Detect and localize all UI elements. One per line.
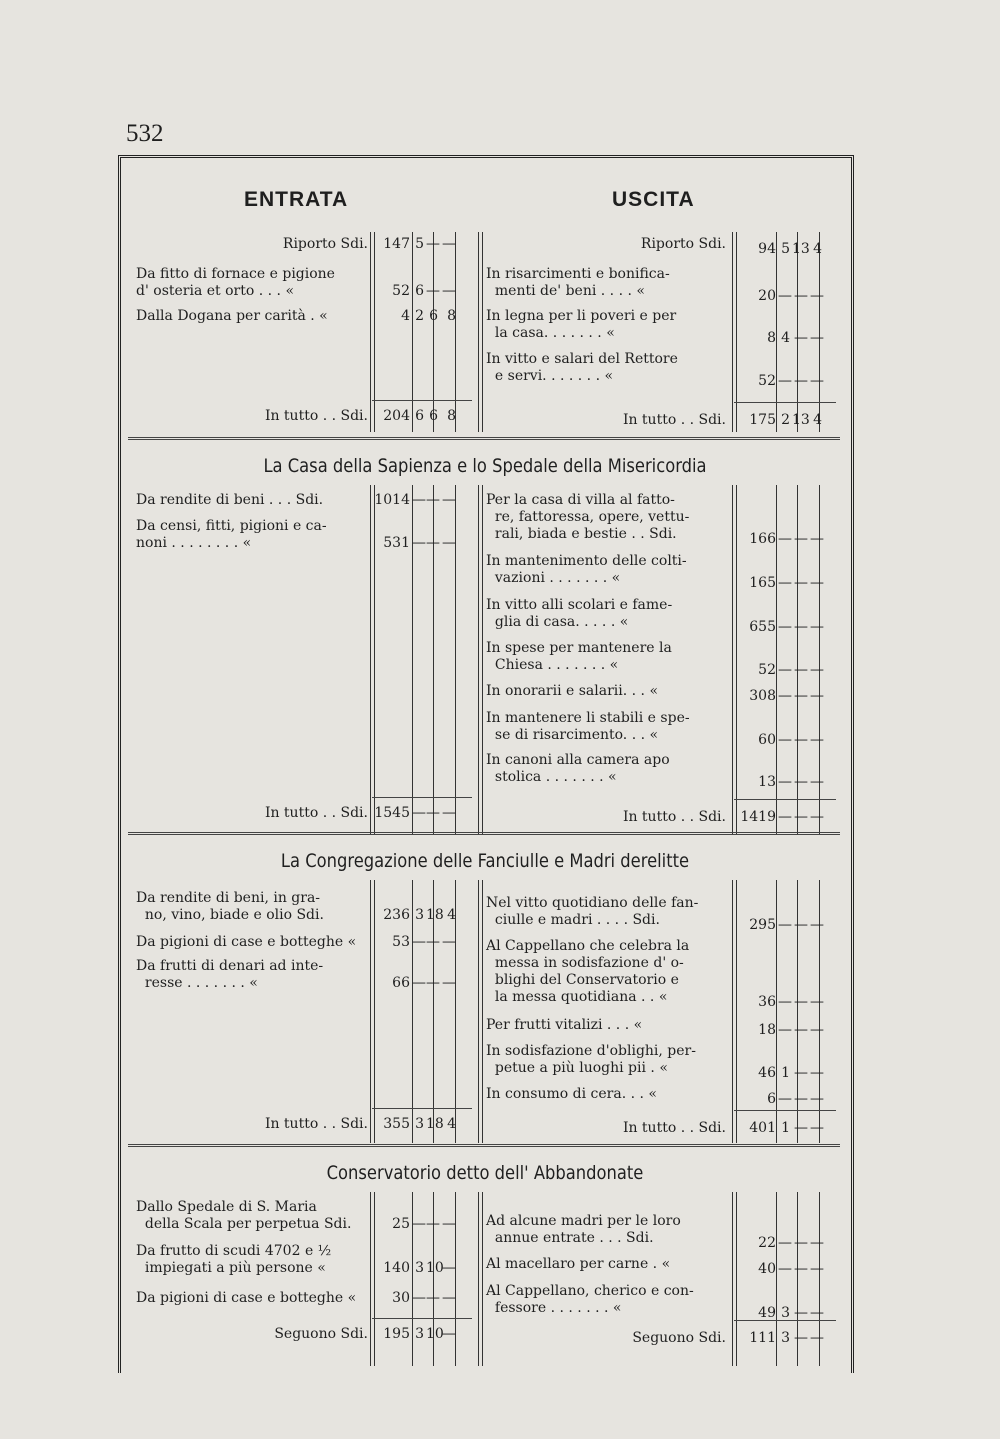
- uscita-item-amount-1: —: [778, 688, 792, 704]
- entrata-item-label: Da frutto di scudi 4702 e ½ impiegati a più persone «: [136, 1243, 332, 1276]
- uscita-total-amount-0: 401: [749, 1120, 776, 1136]
- uscita-item-amount-0: 94: [758, 241, 776, 257]
- entrata-item-amount-1: 3: [415, 907, 424, 923]
- uscita-item-amount-1: —: [778, 619, 792, 635]
- entrata-item-amount-0: 52: [392, 283, 410, 299]
- uscita-item-amount-1: 3: [781, 1305, 790, 1321]
- entrata-item-amount-0: 25: [392, 1216, 410, 1232]
- entrata-item-amount-1: —: [412, 535, 426, 551]
- uscita-item-amount-3: —: [810, 662, 824, 678]
- uscita-item-label: In spese per mantenere la Chiesa . . . . . . . «: [486, 640, 672, 673]
- uscita-total-amount-0: 175: [749, 412, 776, 428]
- uscita-item-label: Al macellaro per carne . «: [486, 1256, 671, 1272]
- uscita-item-amount-2: —: [794, 732, 808, 748]
- entrata-item-amount-3: —: [442, 535, 456, 551]
- entrata-total-amount-1: 3: [415, 1326, 424, 1342]
- uscita-item-label: Per frutti vitalizi . . . «: [486, 1017, 643, 1033]
- uscita-total-amount-1: 1: [781, 1120, 790, 1136]
- uscita-item-amount-3: —: [810, 619, 824, 635]
- entrata-total-label: In tutto . . Sdi.: [264, 408, 368, 424]
- uscita-item-amount-1: —: [778, 1261, 792, 1277]
- entrata-total-amount-3: 8: [447, 408, 456, 424]
- entrata-total-label: Seguono Sdi.: [274, 1326, 368, 1342]
- entrata-item-amount-2: —: [426, 1216, 440, 1232]
- uscita-item-amount-0: 295: [749, 917, 776, 933]
- entrata-item-amount-2: —: [426, 934, 440, 950]
- entrata-total-amount-0: 1545: [374, 805, 410, 821]
- entrata-item-amount-3: —: [442, 1260, 456, 1276]
- uscita-item-amount-2: —: [794, 688, 808, 704]
- uscita-item-amount-3: —: [810, 917, 824, 933]
- center-divider: [478, 880, 483, 1143]
- entrata-item-label: Dalla Dogana per carità . «: [136, 308, 328, 324]
- uscita-item-amount-0: 655: [749, 619, 776, 635]
- entrata-item-amount-1: 3: [415, 1260, 424, 1276]
- entrata-total-amount-0: 195: [383, 1326, 410, 1342]
- entrata-item-amount-0: 140: [383, 1260, 410, 1276]
- entrata-item-amount-3: —: [442, 492, 456, 508]
- uscita-item-amount-2: —: [794, 1022, 808, 1038]
- entrata-item-amount-0: 531: [383, 535, 410, 551]
- uscita-total-amount-3: —: [810, 809, 824, 825]
- entrata-item-amount-3: —: [442, 934, 456, 950]
- entrata-total-amount-1: 6: [415, 408, 424, 424]
- uscita-item-amount-0: 60: [758, 732, 776, 748]
- uscita-total-amount-1: 2: [781, 412, 790, 428]
- uscita-item-amount-2: —: [794, 1235, 808, 1251]
- uscita-item-amount-0: 52: [758, 373, 776, 389]
- uscita-total-rule: [734, 1320, 836, 1321]
- uscita-item-amount-3: —: [810, 373, 824, 389]
- section-separator: [128, 832, 840, 835]
- center-divider: [478, 232, 483, 432]
- entrata-item-amount-0: 66: [392, 975, 410, 991]
- section-separator: [128, 1144, 840, 1147]
- uscita-item-label: Al Cappellano che celebra la messa in sodisfazione d' o- blighi del Conservatorio e la messa quotidiana . . «: [486, 938, 690, 1005]
- entrata-total-amount-2: 10: [426, 1326, 444, 1342]
- uscita-total-amount-1: —: [778, 809, 792, 825]
- uscita-item-amount-1: —: [778, 774, 792, 790]
- entrata-item-amount-2: —: [426, 492, 440, 508]
- uscita-item-amount-3: —: [810, 1235, 824, 1251]
- uscita-item-label: In consumo di cera. . . «: [486, 1086, 657, 1102]
- uscita-heading: USCITA: [612, 188, 695, 211]
- uscita-item-amount-0: 6: [767, 1091, 776, 1107]
- uscita-item-amount-3: —: [810, 732, 824, 748]
- entrata-item-amount-2: 18: [426, 907, 444, 923]
- uscita-item-amount-2: 13: [792, 241, 810, 257]
- uscita-item-amount-2: —: [794, 662, 808, 678]
- entrata-item-label: Da pigioni di case e botteghe «: [136, 1290, 357, 1306]
- uscita-item-amount-3: —: [810, 1091, 824, 1107]
- entrata-total-rule: [372, 1318, 472, 1319]
- entrata-total-label: In tutto . . Sdi.: [264, 805, 368, 821]
- entrata-item-label: Da censi, fitti, pigioni e ca- noni . . . . . . . . «: [136, 518, 327, 551]
- uscita-total-rule: [734, 799, 836, 800]
- uscita-total-amount-2: 13: [792, 412, 810, 428]
- entrata-item-label: Da fitto di fornace e pigione d' osteria et orto . . . «: [136, 266, 335, 299]
- entrata-item-amount-3: 8: [447, 308, 456, 324]
- uscita-item-amount-3: —: [810, 575, 824, 591]
- entrata-item-amount-2: —: [426, 975, 440, 991]
- uscita-item-amount-1: —: [778, 1091, 792, 1107]
- uscita-item-label: Al Cappellano, cherico e con- fessore . . . . . . . «: [486, 1283, 694, 1316]
- uscita-item-amount-3: —: [810, 288, 824, 304]
- uscita-item-amount-1: —: [778, 917, 792, 933]
- uscita-item-amount-3: —: [810, 1065, 824, 1081]
- uscita-total-amount-2: —: [794, 1330, 808, 1346]
- uscita-item-amount-3: —: [810, 531, 824, 547]
- entrata-item-amount-2: —: [426, 1290, 440, 1306]
- entrata-item-amount-1: —: [412, 975, 426, 991]
- uscita-item-amount-2: —: [794, 575, 808, 591]
- entrata-item-label: Riporto Sdi.: [282, 236, 368, 252]
- uscita-item-label: Nel vitto quotidiano delle fan- ciulle e madri . . . . Sdi.: [486, 895, 699, 928]
- section-separator: [128, 437, 840, 440]
- uscita-item-amount-0: 166: [749, 531, 776, 547]
- uscita-item-amount-2: —: [794, 1091, 808, 1107]
- uscita-total-amount-2: —: [794, 809, 808, 825]
- uscita-total-rule: [734, 402, 836, 403]
- entrata-item-label: Da rendite di beni, in gra- no, vino, biade e olio Sdi.: [136, 890, 324, 923]
- center-divider: [478, 1192, 483, 1366]
- entrata-total-amount-3: —: [442, 805, 456, 821]
- uscita-item-label: In sodisfazione d'oblighi, per- petue a più luoghi pii . «: [486, 1043, 696, 1076]
- uscita-item-amount-1: —: [778, 662, 792, 678]
- uscita-item-amount-0: 8: [767, 330, 776, 346]
- entrata-item-amount-1: 5: [415, 236, 424, 252]
- uscita-item-amount-0: 308: [749, 688, 776, 704]
- entrata-item-amount-1: 2: [415, 308, 424, 324]
- uscita-item-amount-3: —: [810, 688, 824, 704]
- uscita-item-amount-0: 52: [758, 662, 776, 678]
- uscita-item-amount-1: —: [778, 1235, 792, 1251]
- uscita-total-label: In tutto . . Sdi.: [622, 1120, 726, 1136]
- uscita-item-label: Riporto Sdi.: [640, 236, 726, 252]
- uscita-total-rule: [734, 1110, 836, 1111]
- entrata-item-amount-2: —: [426, 283, 440, 299]
- uscita-item-amount-2: —: [794, 288, 808, 304]
- entrata-item-amount-3: —: [442, 975, 456, 991]
- entrata-total-amount-0: 355: [383, 1116, 410, 1132]
- entrata-item-amount-2: —: [426, 236, 440, 252]
- uscita-item-amount-2: —: [794, 774, 808, 790]
- uscita-total-label: In tutto . . Sdi.: [622, 412, 726, 428]
- entrata-item-amount-0: 236: [383, 907, 410, 923]
- uscita-item-amount-2: —: [794, 373, 808, 389]
- entrata-item-amount-2: 10: [426, 1260, 444, 1276]
- entrata-item-amount-3: —: [442, 236, 456, 252]
- uscita-item-amount-3: —: [810, 994, 824, 1010]
- uscita-item-label: In vitto alli scolari e fame- glia di casa. . . . . «: [486, 597, 673, 630]
- column-rule: [455, 232, 456, 432]
- uscita-item-amount-1: 4: [781, 330, 790, 346]
- entrata-item-amount-1: —: [412, 1216, 426, 1232]
- entrata-item-amount-2: 6: [429, 308, 438, 324]
- entrata-total-amount-0: 204: [383, 408, 410, 424]
- uscita-item-amount-0: 165: [749, 575, 776, 591]
- uscita-total-label: Seguono Sdi.: [632, 1330, 726, 1346]
- uscita-item-amount-2: —: [794, 531, 808, 547]
- uscita-item-label: In onorarii e salarii. . . «: [486, 683, 659, 699]
- uscita-total-amount-3: —: [810, 1120, 824, 1136]
- entrata-item-amount-0: 30: [392, 1290, 410, 1306]
- uscita-total-label: In tutto . . Sdi.: [622, 809, 726, 825]
- uscita-total-amount-0: 111: [749, 1330, 776, 1346]
- uscita-item-amount-0: 36: [758, 994, 776, 1010]
- entrata-total-amount-1: 3: [415, 1116, 424, 1132]
- uscita-total-amount-0: 1419: [740, 809, 776, 825]
- entrata-total-amount-2: 6: [429, 408, 438, 424]
- center-divider: [478, 485, 483, 835]
- entrata-total-amount-2: —: [426, 805, 440, 821]
- entrata-item-amount-3: 4: [447, 907, 456, 923]
- uscita-item-amount-1: —: [778, 575, 792, 591]
- uscita-item-amount-2: —: [794, 1261, 808, 1277]
- entrata-item-amount-3: —: [442, 1290, 456, 1306]
- uscita-item-amount-2: —: [794, 330, 808, 346]
- uscita-item-label: In mantenimento delle colti- vazioni . . . . . . . «: [486, 553, 687, 586]
- uscita-item-amount-1: 1: [781, 1065, 790, 1081]
- entrata-item-amount-3: —: [442, 283, 456, 299]
- uscita-item-amount-2: —: [794, 1065, 808, 1081]
- uscita-item-label: In legna per li poveri e per la casa. . . . . . . «: [486, 308, 677, 341]
- entrata-item-amount-2: —: [426, 535, 440, 551]
- column-rule: [412, 232, 413, 432]
- entrata-total-amount-3: 4: [447, 1116, 456, 1132]
- uscita-item-amount-0: 22: [758, 1235, 776, 1251]
- uscita-item-label: In risarcimenti e bonifica- menti de' beni . . . . «: [486, 266, 670, 299]
- uscita-item-amount-3: —: [810, 1261, 824, 1277]
- uscita-item-amount-1: —: [778, 732, 792, 748]
- entrata-amount-rule: [370, 232, 375, 432]
- entrata-item-label: Da pigioni di case e botteghe «: [136, 934, 357, 950]
- entrata-item-amount-1: —: [412, 492, 426, 508]
- uscita-item-amount-1: 5: [781, 241, 790, 257]
- entrata-item-label: Dallo Spedale di S. Maria della Scala per perpetua Sdi.: [136, 1199, 352, 1232]
- uscita-item-amount-2: —: [794, 619, 808, 635]
- uscita-item-amount-3: —: [810, 774, 824, 790]
- entrata-item-amount-0: 4: [401, 308, 410, 324]
- entrata-item-amount-0: 147: [383, 236, 410, 252]
- uscita-total-amount-2: —: [794, 1120, 808, 1136]
- entrata-item-label: Da rendite di beni . . . Sdi.: [136, 492, 324, 508]
- uscita-item-amount-0: 46: [758, 1065, 776, 1081]
- uscita-item-amount-1: —: [778, 1022, 792, 1038]
- entrata-item-amount-3: —: [442, 1216, 456, 1232]
- entrata-total-rule: [372, 400, 472, 401]
- uscita-item-amount-1: —: [778, 994, 792, 1010]
- uscita-item-label: Per la casa di villa al fatto- re, fattoressa, opere, vettu- rali, biada e bestie . . Sdi.: [486, 492, 690, 542]
- entrata-item-amount-0: 1014: [374, 492, 410, 508]
- entrata-item-amount-0: 53: [392, 934, 410, 950]
- entrata-item-amount-1: —: [412, 1290, 426, 1306]
- uscita-item-amount-3: 4: [813, 241, 822, 257]
- uscita-item-amount-2: —: [794, 917, 808, 933]
- entrata-total-amount-3: —: [442, 1326, 456, 1342]
- column-rule: [433, 232, 434, 432]
- section-title: La Congregazione delle Fanciulle e Madri derelitte: [280, 850, 690, 872]
- entrata-item-amount-1: 6: [415, 283, 424, 299]
- page-number: 532: [126, 120, 164, 147]
- uscita-item-amount-3: —: [810, 1022, 824, 1038]
- uscita-item-amount-0: 49: [758, 1305, 776, 1321]
- uscita-item-amount-2: —: [794, 994, 808, 1010]
- entrata-total-amount-1: —: [412, 805, 426, 821]
- uscita-item-label: Ad alcune madri per le loro annue entrate . . . Sdi.: [486, 1213, 681, 1246]
- uscita-item-amount-2: —: [794, 1305, 808, 1321]
- uscita-item-amount-1: —: [778, 531, 792, 547]
- uscita-item-label: In canoni alla camera apo stolica . . . . . . . «: [486, 752, 670, 785]
- uscita-total-amount-3: 4: [813, 412, 822, 428]
- uscita-item-amount-3: —: [810, 1305, 824, 1321]
- uscita-total-amount-3: —: [810, 1330, 824, 1346]
- entrata-item-label: Da frutti di denari ad inte- resse . . . . . . . «: [136, 958, 324, 991]
- uscita-item-label: In vitto e salari del Rettore e servi. . . . . . . «: [486, 351, 678, 384]
- uscita-item-amount-0: 40: [758, 1261, 776, 1277]
- uscita-item-amount-0: 13: [758, 774, 776, 790]
- uscita-item-amount-0: 18: [758, 1022, 776, 1038]
- uscita-item-amount-1: —: [778, 288, 792, 304]
- uscita-item-label: In mantenere li stabili e spe- se di risarcimento. . . «: [486, 710, 690, 743]
- uscita-item-amount-1: —: [778, 373, 792, 389]
- entrata-total-rule: [372, 1108, 472, 1109]
- entrata-total-amount-2: 18: [426, 1116, 444, 1132]
- entrata-item-amount-1: —: [412, 934, 426, 950]
- section-title: La Casa della Sapienza e lo Spedale della Misericordia: [263, 455, 707, 477]
- entrata-heading: ENTRATA: [244, 188, 349, 211]
- entrata-total-rule: [372, 797, 472, 798]
- section-title: Conservatorio detto dell' Abbandonate: [326, 1162, 644, 1184]
- uscita-item-amount-3: —: [810, 330, 824, 346]
- entrata-total-label: In tutto . . Sdi.: [264, 1116, 368, 1132]
- uscita-total-amount-1: 3: [781, 1330, 790, 1346]
- uscita-item-amount-0: 20: [758, 288, 776, 304]
